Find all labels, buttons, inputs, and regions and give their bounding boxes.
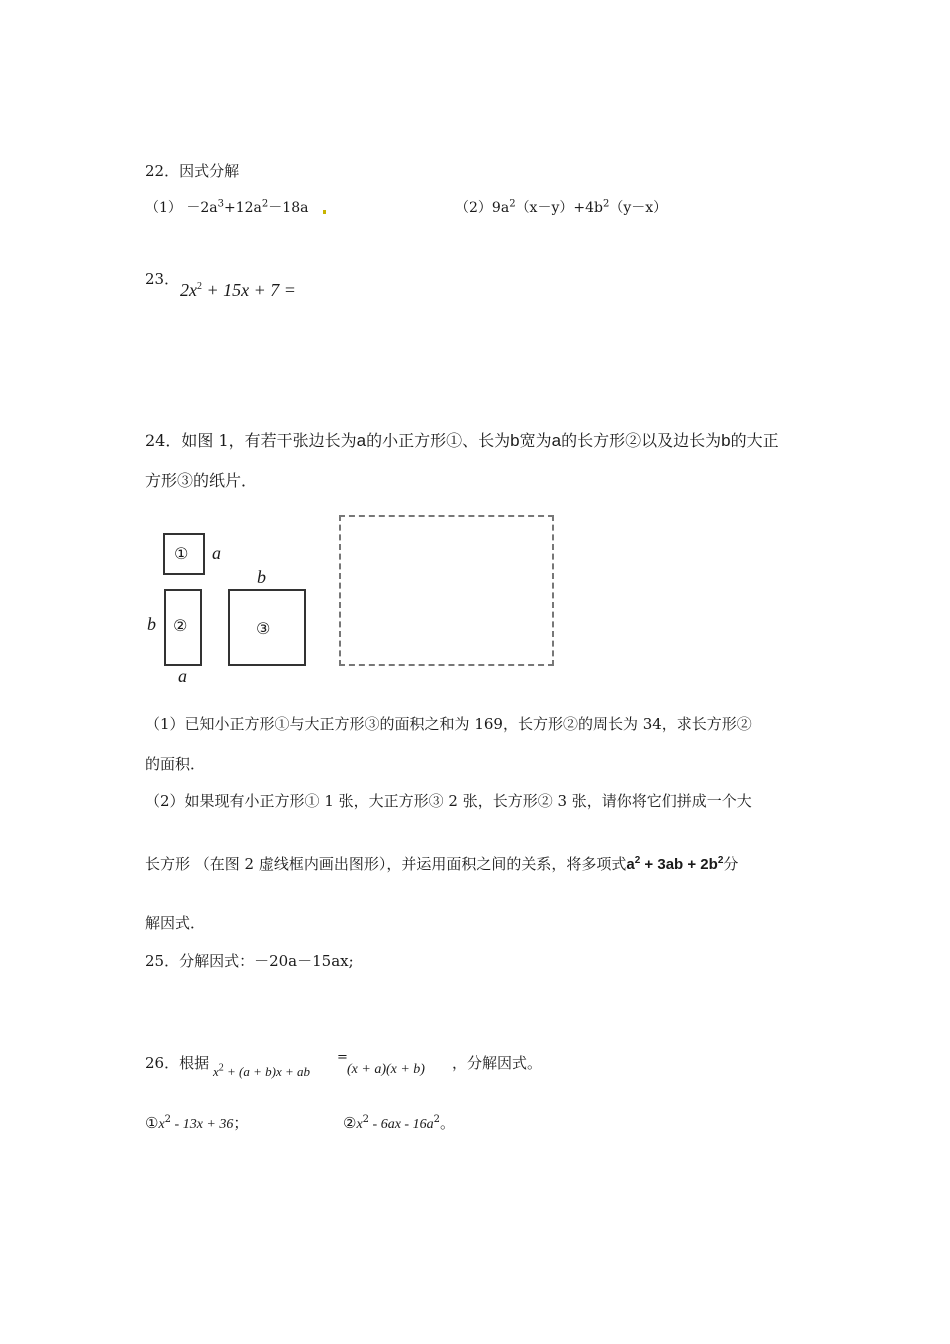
q26-item2-end: 。 bbox=[439, 1114, 455, 1132]
q24-part2-line2-a: 长方形 （在图 2 虚线框内画出图形），并运用面积之间的关系，将多项式 bbox=[145, 855, 627, 873]
q26-item1 bbox=[145, 1112, 248, 1133]
q24-line1-b: 的小正方形①、长为 bbox=[366, 431, 511, 450]
q22-part1-expr-a: －2a bbox=[186, 200, 218, 216]
q26-item2 bbox=[343, 1112, 455, 1133]
q22-part2 bbox=[455, 197, 667, 217]
q26-item1-a: x bbox=[158, 1117, 165, 1132]
q26-item2-b: - 6ax - 16a bbox=[369, 1117, 434, 1132]
q24-part1-line1: （1）已知小正方形①与大正方形③的面积之和为 169，长方形②的周长为 34，求长方形② bbox=[145, 715, 752, 733]
q22-part2-expr-b: （x－y）+4b bbox=[515, 200, 603, 216]
polynomial bbox=[626, 856, 723, 873]
poly-b: + 3ab + 2b bbox=[640, 856, 718, 873]
side-a-small: a bbox=[212, 543, 221, 563]
figure-2-dashed-frame[interactable] bbox=[339, 515, 554, 666]
q26-tail: ，分解因式。 bbox=[452, 1054, 543, 1072]
poly-a: a bbox=[626, 856, 635, 873]
q22-sup-2b: 2 bbox=[509, 198, 516, 210]
q22-part2-label: （2） bbox=[455, 200, 492, 216]
q22-sup-2c: 2 bbox=[602, 198, 610, 210]
q22-part1-expr-b: +12a bbox=[224, 200, 262, 216]
q26-item1-sup: 2 bbox=[164, 1114, 172, 1125]
q24-var-a1: a bbox=[356, 431, 367, 450]
q26-equals: = bbox=[337, 1050, 348, 1065]
q23-sup: 2 bbox=[197, 281, 202, 292]
q24-part2-line1: （2）如果现有小正方形① 1 张，大正方形③ 2 张，长方形② 3 张，请你将它们拼成一个大 bbox=[145, 792, 752, 810]
q26-item2-sup-b: 2 bbox=[433, 1114, 440, 1125]
q22-part2-expr-a: 9a bbox=[491, 200, 510, 216]
q24-line1 bbox=[145, 428, 779, 451]
q26-lhs-sup: 2 bbox=[218, 1062, 224, 1074]
q23-expr-a: 2x bbox=[180, 280, 197, 300]
q25-text: 25．分解因式：－20a－15ax; bbox=[145, 952, 354, 970]
q22-part1-expr-c: －18a bbox=[268, 200, 309, 216]
q23-number: 23． bbox=[145, 270, 180, 288]
q26-lhs-a: x bbox=[213, 1064, 219, 1079]
q22-part1-label: （1） bbox=[145, 200, 182, 216]
q26-item2-sup-a: 2 bbox=[362, 1114, 370, 1125]
q24-part2-line2 bbox=[145, 853, 738, 874]
q24-var-b1: b bbox=[510, 431, 520, 450]
q26-intro: 26．根据 bbox=[145, 1054, 210, 1072]
q23-expr-b: + 15x + 7 = bbox=[202, 280, 296, 300]
stray-dot bbox=[323, 210, 326, 214]
q26-item1-mark: ① bbox=[145, 1114, 159, 1132]
side-b-big: b bbox=[257, 567, 266, 587]
q22-sup-2a: 2 bbox=[261, 198, 269, 210]
q26-item1-end: ； bbox=[233, 1114, 249, 1132]
q23-expression bbox=[180, 280, 296, 301]
q24-line1-a: 24．如图 1，有若干张边长为 bbox=[145, 431, 357, 450]
q24-part2-line2-b: 分 bbox=[723, 855, 739, 873]
q24-line1-c: 宽为 bbox=[519, 431, 552, 450]
label-1: ① bbox=[174, 544, 189, 563]
q24-part1-line2: 的面积． bbox=[145, 755, 206, 773]
label-3: ③ bbox=[256, 619, 271, 638]
q24-line2: 方形③的纸片． bbox=[145, 471, 258, 490]
q26-item2-a: x bbox=[356, 1117, 363, 1132]
q24-line1-e: 的大正 bbox=[730, 431, 779, 450]
q24-var-b2: b bbox=[721, 431, 731, 450]
q22-title: 22．因式分解 bbox=[145, 162, 240, 180]
q26-item2-mark: ② bbox=[343, 1114, 357, 1132]
side-b-rect: b bbox=[147, 614, 156, 634]
q22-part1 bbox=[145, 197, 308, 217]
q22-part2-expr-c: （y－x） bbox=[609, 200, 668, 216]
q26-lhs bbox=[213, 1064, 310, 1080]
q22-sup-3: 3 bbox=[217, 198, 225, 210]
side-a-rect: a bbox=[178, 666, 187, 686]
poly-sup-2: 2 bbox=[717, 855, 724, 866]
q26-item1-b: - 13x + 36 bbox=[171, 1117, 234, 1132]
label-2: ② bbox=[173, 616, 188, 635]
q26-lhs-b: + (a + b)x + ab bbox=[223, 1064, 311, 1079]
q24-part2-line3: 解因式． bbox=[145, 914, 206, 932]
q24-var-a2: a bbox=[551, 431, 562, 450]
q26-rhs: (x + a)(x + b) bbox=[347, 1062, 425, 1077]
poly-sup-1: 2 bbox=[634, 855, 641, 866]
q24-line1-d: 的长方形②以及边长为 bbox=[561, 431, 722, 450]
